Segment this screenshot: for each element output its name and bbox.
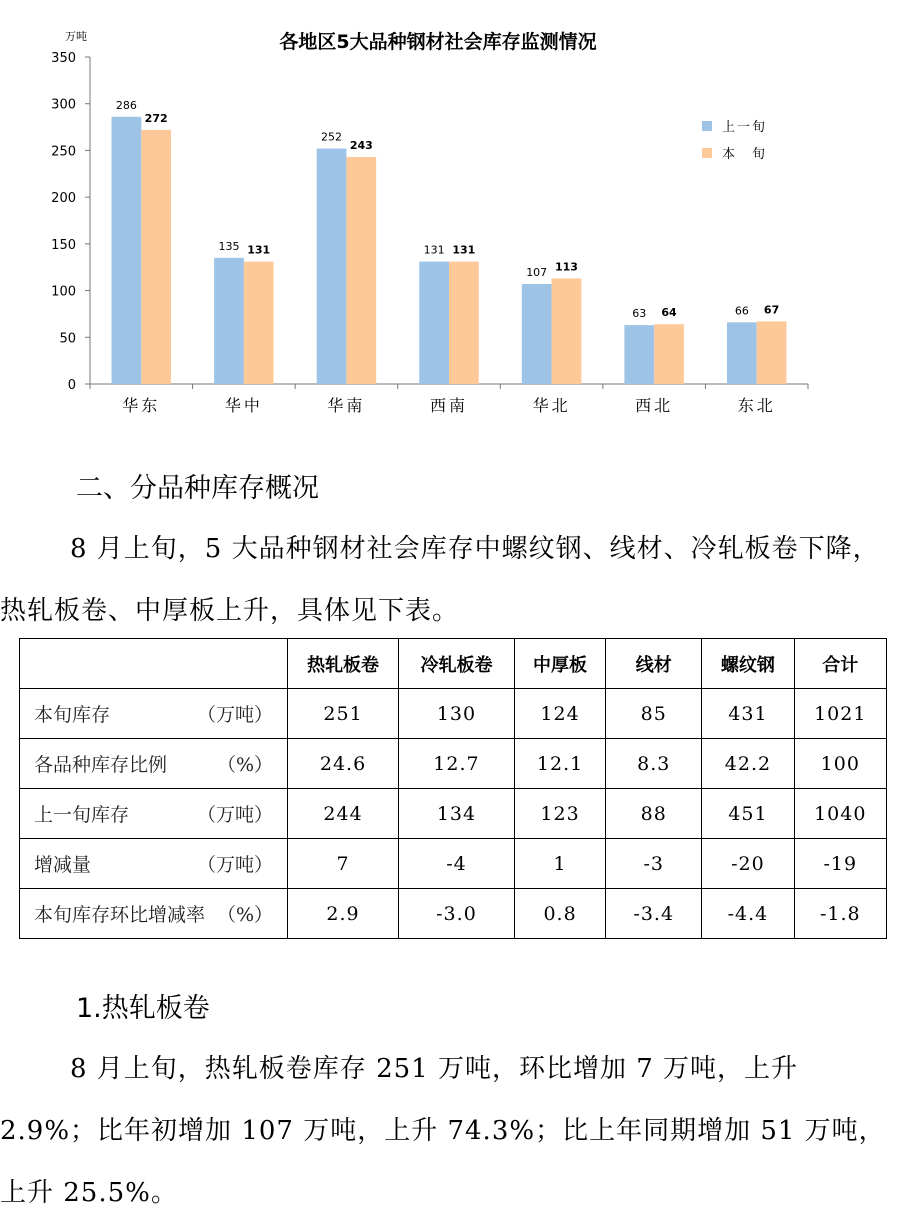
legend-label: 上一旬 bbox=[722, 120, 768, 135]
table-row bbox=[20, 689, 887, 739]
table-cell: 7 bbox=[288, 839, 399, 889]
row-label-unit: （%） bbox=[216, 754, 274, 776]
row-label-unit: （万吨） bbox=[197, 854, 274, 876]
table-cell: 451 bbox=[702, 789, 794, 839]
row-label bbox=[20, 689, 288, 739]
table-row bbox=[20, 739, 887, 789]
table-cell: -3 bbox=[606, 839, 702, 889]
table-cell: 130 bbox=[399, 689, 515, 739]
row-label-unit: （万吨） bbox=[197, 804, 274, 826]
y-tick-label: 200 bbox=[51, 191, 76, 207]
x-tick-label: 东北 bbox=[737, 396, 776, 415]
regional-inventory-chart bbox=[0, 0, 900, 430]
y-tick-label: 100 bbox=[51, 284, 76, 300]
data-label: 131 bbox=[452, 243, 476, 257]
bar bbox=[214, 258, 244, 384]
bar bbox=[449, 262, 479, 384]
data-label: 66 bbox=[734, 304, 749, 318]
table-cell: 8.3 bbox=[606, 739, 702, 789]
bars bbox=[112, 99, 787, 384]
table-cell: 134 bbox=[399, 789, 515, 839]
chart-title: 各地区5大品种钢材社会库存监测情况 bbox=[279, 31, 597, 53]
table-cell: 100 bbox=[794, 739, 886, 789]
variety-inventory-table bbox=[19, 638, 887, 939]
data-label: 67 bbox=[763, 303, 780, 317]
table-cell: 12.7 bbox=[399, 739, 515, 789]
table-cell: 124 bbox=[514, 689, 605, 739]
row-label-unit: （万吨） bbox=[197, 704, 274, 726]
data-label: 131 bbox=[247, 243, 271, 257]
section-paragraph-inventory-by-variety: 8 月上旬，5 大品种钢材社会库存中螺纹钢、线材、冷轧板卷下降，热轧板卷、中厚板上升，具体见下表。 bbox=[0, 534, 880, 626]
table-header-cell bbox=[20, 639, 288, 689]
table-row bbox=[20, 889, 887, 939]
row-label bbox=[20, 739, 288, 789]
x-tick-label: 华东 bbox=[122, 396, 161, 415]
table-row bbox=[20, 839, 887, 889]
bar bbox=[654, 324, 684, 384]
x-tick-label: 华北 bbox=[532, 396, 571, 415]
section-heading-hot-rolled-coil: 1.热轧板卷 bbox=[76, 993, 210, 1024]
table-cell: 2.9 bbox=[288, 889, 399, 939]
data-label: 107 bbox=[526, 266, 548, 280]
bar bbox=[727, 322, 757, 384]
table-cell: -3.4 bbox=[606, 889, 702, 939]
y-tick-label: 250 bbox=[51, 144, 76, 160]
table-cell: -4.4 bbox=[702, 889, 794, 939]
section-paragraph-hot-rolled-coil: 8 月上旬，热轧板卷库存 251 万吨，环比增加 7 万吨，上升 2.9%；比年初增加 107 万吨，上升 74.3%；比上年同期增加 51 万吨，上升 25.5%。 bbox=[0, 1054, 886, 1208]
table-cell: 0.8 bbox=[514, 889, 605, 939]
table-cell: -20 bbox=[702, 839, 794, 889]
table-header-row bbox=[20, 639, 887, 689]
table-cell: 12.1 bbox=[514, 739, 605, 789]
y-tick-label: 50 bbox=[59, 331, 76, 347]
table-header-cell: 线材 bbox=[606, 639, 702, 689]
row-label-name: 各品种库存比例 bbox=[34, 754, 168, 776]
bar bbox=[624, 325, 654, 384]
data-label: 252 bbox=[321, 130, 343, 144]
row-label bbox=[20, 839, 288, 889]
row-label bbox=[20, 889, 288, 939]
table-row bbox=[20, 789, 887, 839]
row-label-name: 本旬库存 bbox=[34, 704, 111, 726]
table-cell: 88 bbox=[606, 789, 702, 839]
table-cell: 1 bbox=[514, 839, 605, 889]
table-header-cell: 中厚板 bbox=[514, 639, 605, 689]
bar bbox=[317, 149, 347, 384]
bar bbox=[522, 284, 552, 384]
table-cell: 24.6 bbox=[288, 739, 399, 789]
bar bbox=[419, 262, 449, 384]
bar bbox=[141, 130, 171, 384]
legend-swatch bbox=[702, 121, 712, 131]
y-tick-label: 150 bbox=[51, 237, 76, 253]
table-header-cell: 合计 bbox=[794, 639, 886, 689]
legend-swatch bbox=[702, 148, 712, 158]
table-cell: -3.0 bbox=[399, 889, 515, 939]
x-tick-label: 西北 bbox=[635, 396, 674, 415]
legend bbox=[702, 120, 767, 162]
y-axis-unit: 万吨 bbox=[65, 30, 87, 43]
table-cell: 1021 bbox=[794, 689, 886, 739]
table-cell: 123 bbox=[514, 789, 605, 839]
bar bbox=[112, 117, 142, 384]
table-cell: 42.2 bbox=[702, 739, 794, 789]
table-cell: 251 bbox=[288, 689, 399, 739]
bar bbox=[552, 278, 582, 384]
bar bbox=[757, 321, 787, 384]
data-label: 286 bbox=[115, 98, 137, 112]
row-label-name: 本旬库存环比增减率 bbox=[34, 904, 206, 926]
bar bbox=[346, 157, 376, 384]
data-label: 131 bbox=[423, 243, 445, 257]
x-tick-label: 西南 bbox=[429, 396, 469, 415]
row-label-name: 上一旬库存 bbox=[34, 804, 130, 826]
table-header-cell: 螺纹钢 bbox=[702, 639, 794, 689]
y-tick-label: 350 bbox=[51, 51, 76, 66]
table-cell: 85 bbox=[606, 689, 702, 739]
table-cell: -1.8 bbox=[794, 889, 886, 939]
x-tick-label: 华中 bbox=[224, 396, 263, 415]
data-label: 64 bbox=[661, 306, 677, 320]
table-header-cell: 热轧板卷 bbox=[288, 639, 399, 689]
table-cell: -4 bbox=[399, 839, 515, 889]
y-tick-label: 300 bbox=[51, 97, 76, 113]
legend-label: 本 旬 bbox=[722, 147, 768, 162]
table-cell: 1040 bbox=[794, 789, 886, 839]
row-label-name: 增减量 bbox=[34, 854, 92, 876]
table-cell: -19 bbox=[794, 839, 886, 889]
data-label: 243 bbox=[349, 138, 373, 152]
data-label: 272 bbox=[144, 111, 168, 125]
table-cell: 244 bbox=[288, 789, 399, 839]
bar bbox=[244, 262, 274, 384]
row-label-unit: （%） bbox=[216, 904, 274, 926]
x-axis bbox=[90, 384, 808, 415]
x-tick-label: 华南 bbox=[327, 396, 366, 415]
data-label: 135 bbox=[218, 239, 240, 253]
data-label: 63 bbox=[632, 307, 647, 321]
data-label: 113 bbox=[554, 260, 578, 274]
section-heading-inventory-by-variety: 二、分品种库存概况 bbox=[76, 473, 319, 504]
y-tick-label: 0 bbox=[67, 378, 76, 393]
table-cell: 431 bbox=[702, 689, 794, 739]
row-label bbox=[20, 789, 288, 839]
y-axis bbox=[51, 51, 90, 393]
table-header-cell: 冷轧板卷 bbox=[399, 639, 515, 689]
